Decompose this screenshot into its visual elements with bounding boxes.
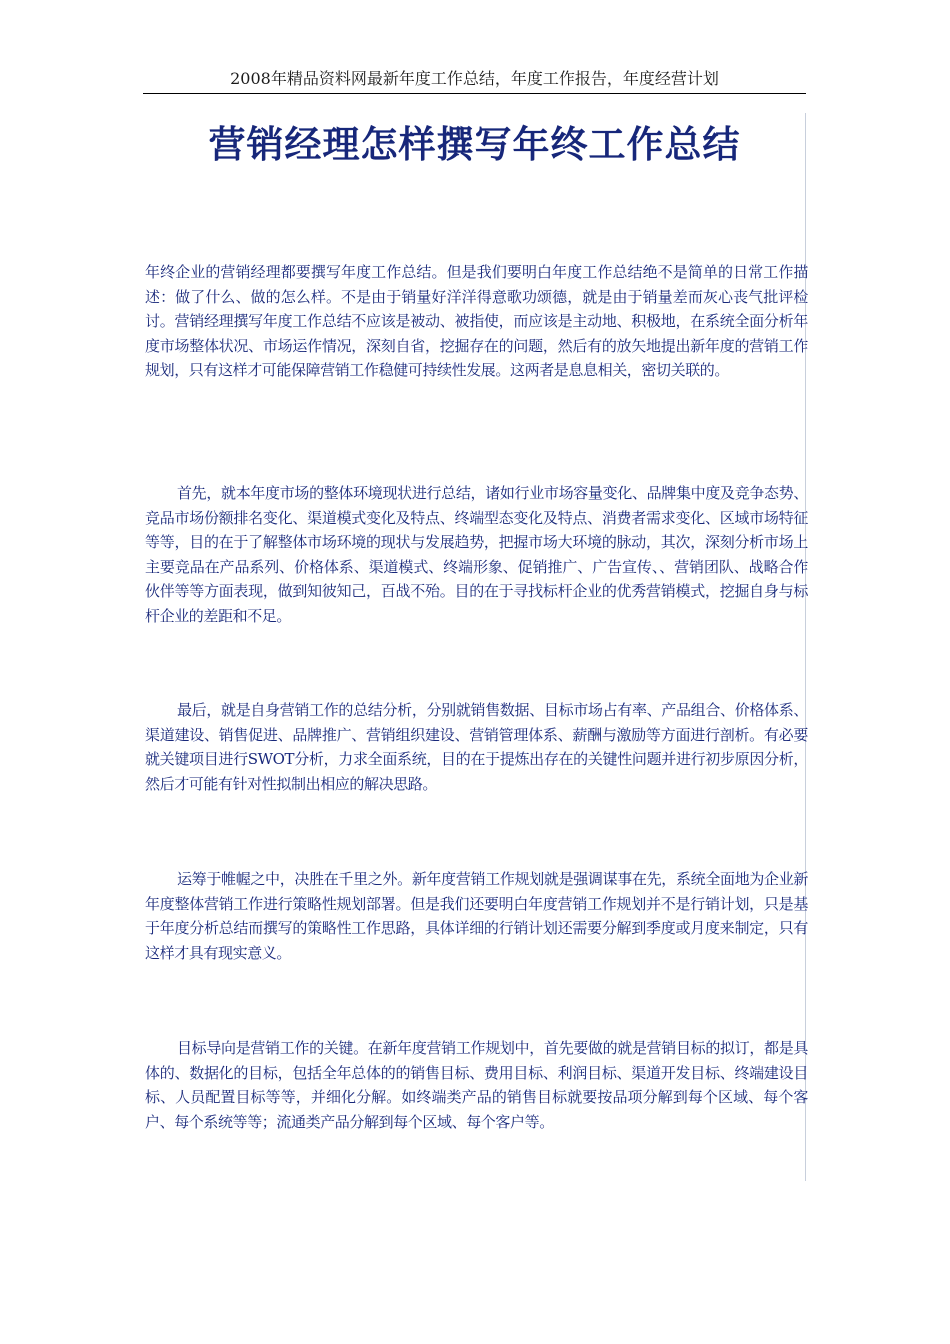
document-title: 营销经理怎样撰写年终工作总结 [208, 122, 741, 166]
paragraph-self-analysis: 最后，就是自身营销工作的总结分析，分别就销售数据、目标市场占有率、产品组合、价格体系、渠道建设、销售促进、品牌推广、营销组织建设、营销管理体系、薪酬与激励等方面进行剖析。有必要就关键项目进行SWOT分析，力求全面系统，目的在于提炼出存在的关键性问题并进行初步原因分析，然后才可能有针对性拟制出相应的解决思路。 [145, 701, 808, 793]
paragraph-intro: 年终企业的营销经理都要撰写年度工作总结。但是我们要明白年度工作总结绝不是简单的日常工作描述：做了什么、做的怎么样。不是由于销量好洋洋得意歌功颂德，就是由于销量差而灰心丧气批评检讨。营销经理撰写年度工作总结不应该是被动、被指使，而应该是主动地、积极地，在系统全面分析年度市场整体状况、市场运作情况，深刻自省，挖掘存在的问题，然后有的放矢地提出新年度的营销工作规划，只有这样才可能保障营销工作稳健可持续性发展。这两者是息息相关，密切关联的。 [145, 263, 808, 380]
header-divider [143, 93, 806, 94]
paragraph-new-year-planning: 运筹于帷幄之中，决胜在千里之外。新年度营销工作规划就是强调谋事在先，系统全面地为企业新年度整体营销工作进行策略性规划部署。但是我们还要明白年度营销工作规划并不是行销计划，只是基于年度分析总结而撰写的策略性工作思路，具体详细的行销计划还需要分解到季度或月度来制定，只有这样才具有现实意义。 [145, 870, 808, 962]
paragraph-market-environment: 首先，就本年度市场的整体环境现状进行总结，诸如行业市场容量变化、品牌集中度及竞争态势、竞品市场份额排名变化、渠道模式变化及特点、终端型态变化及特点、消费者需求变化、区域市场特征等等，目的在于了解整体市场环境的现状与发展趋势，把握市场大环境的脉动，其次，深刻分析市场上主要竞品在产品系列、价格体系、渠道模式、终端形象、促销推广、广告宣传、、营销团队、战略合作伙伴等等方面表现，做到知彼知己，百战不殆。目的在于寻找标杆企业的优秀营销模式，挖掘自身与标杆企业的差距和不足。 [145, 484, 808, 625]
page-header: 2008年精品资料网最新年度工作总结，年度工作报告，年度经营计划 [230, 69, 719, 88]
paragraph-target-orientation: 目标导向是营销工作的关键。在新年度营销工作规划中，首先要做的就是营销目标的拟订，都是具体的、数据化的目标，包括全年总体的的销售目标、费用目标、利润目标、渠道开发目标、终端建设目标、人员配置目标等等，并细化分解。如终端类产品的销售目标就要按品项分解到每个区域、每个客户、每个系统等等；流通类产品分解到每个区域、每个客户等。 [145, 1039, 808, 1131]
